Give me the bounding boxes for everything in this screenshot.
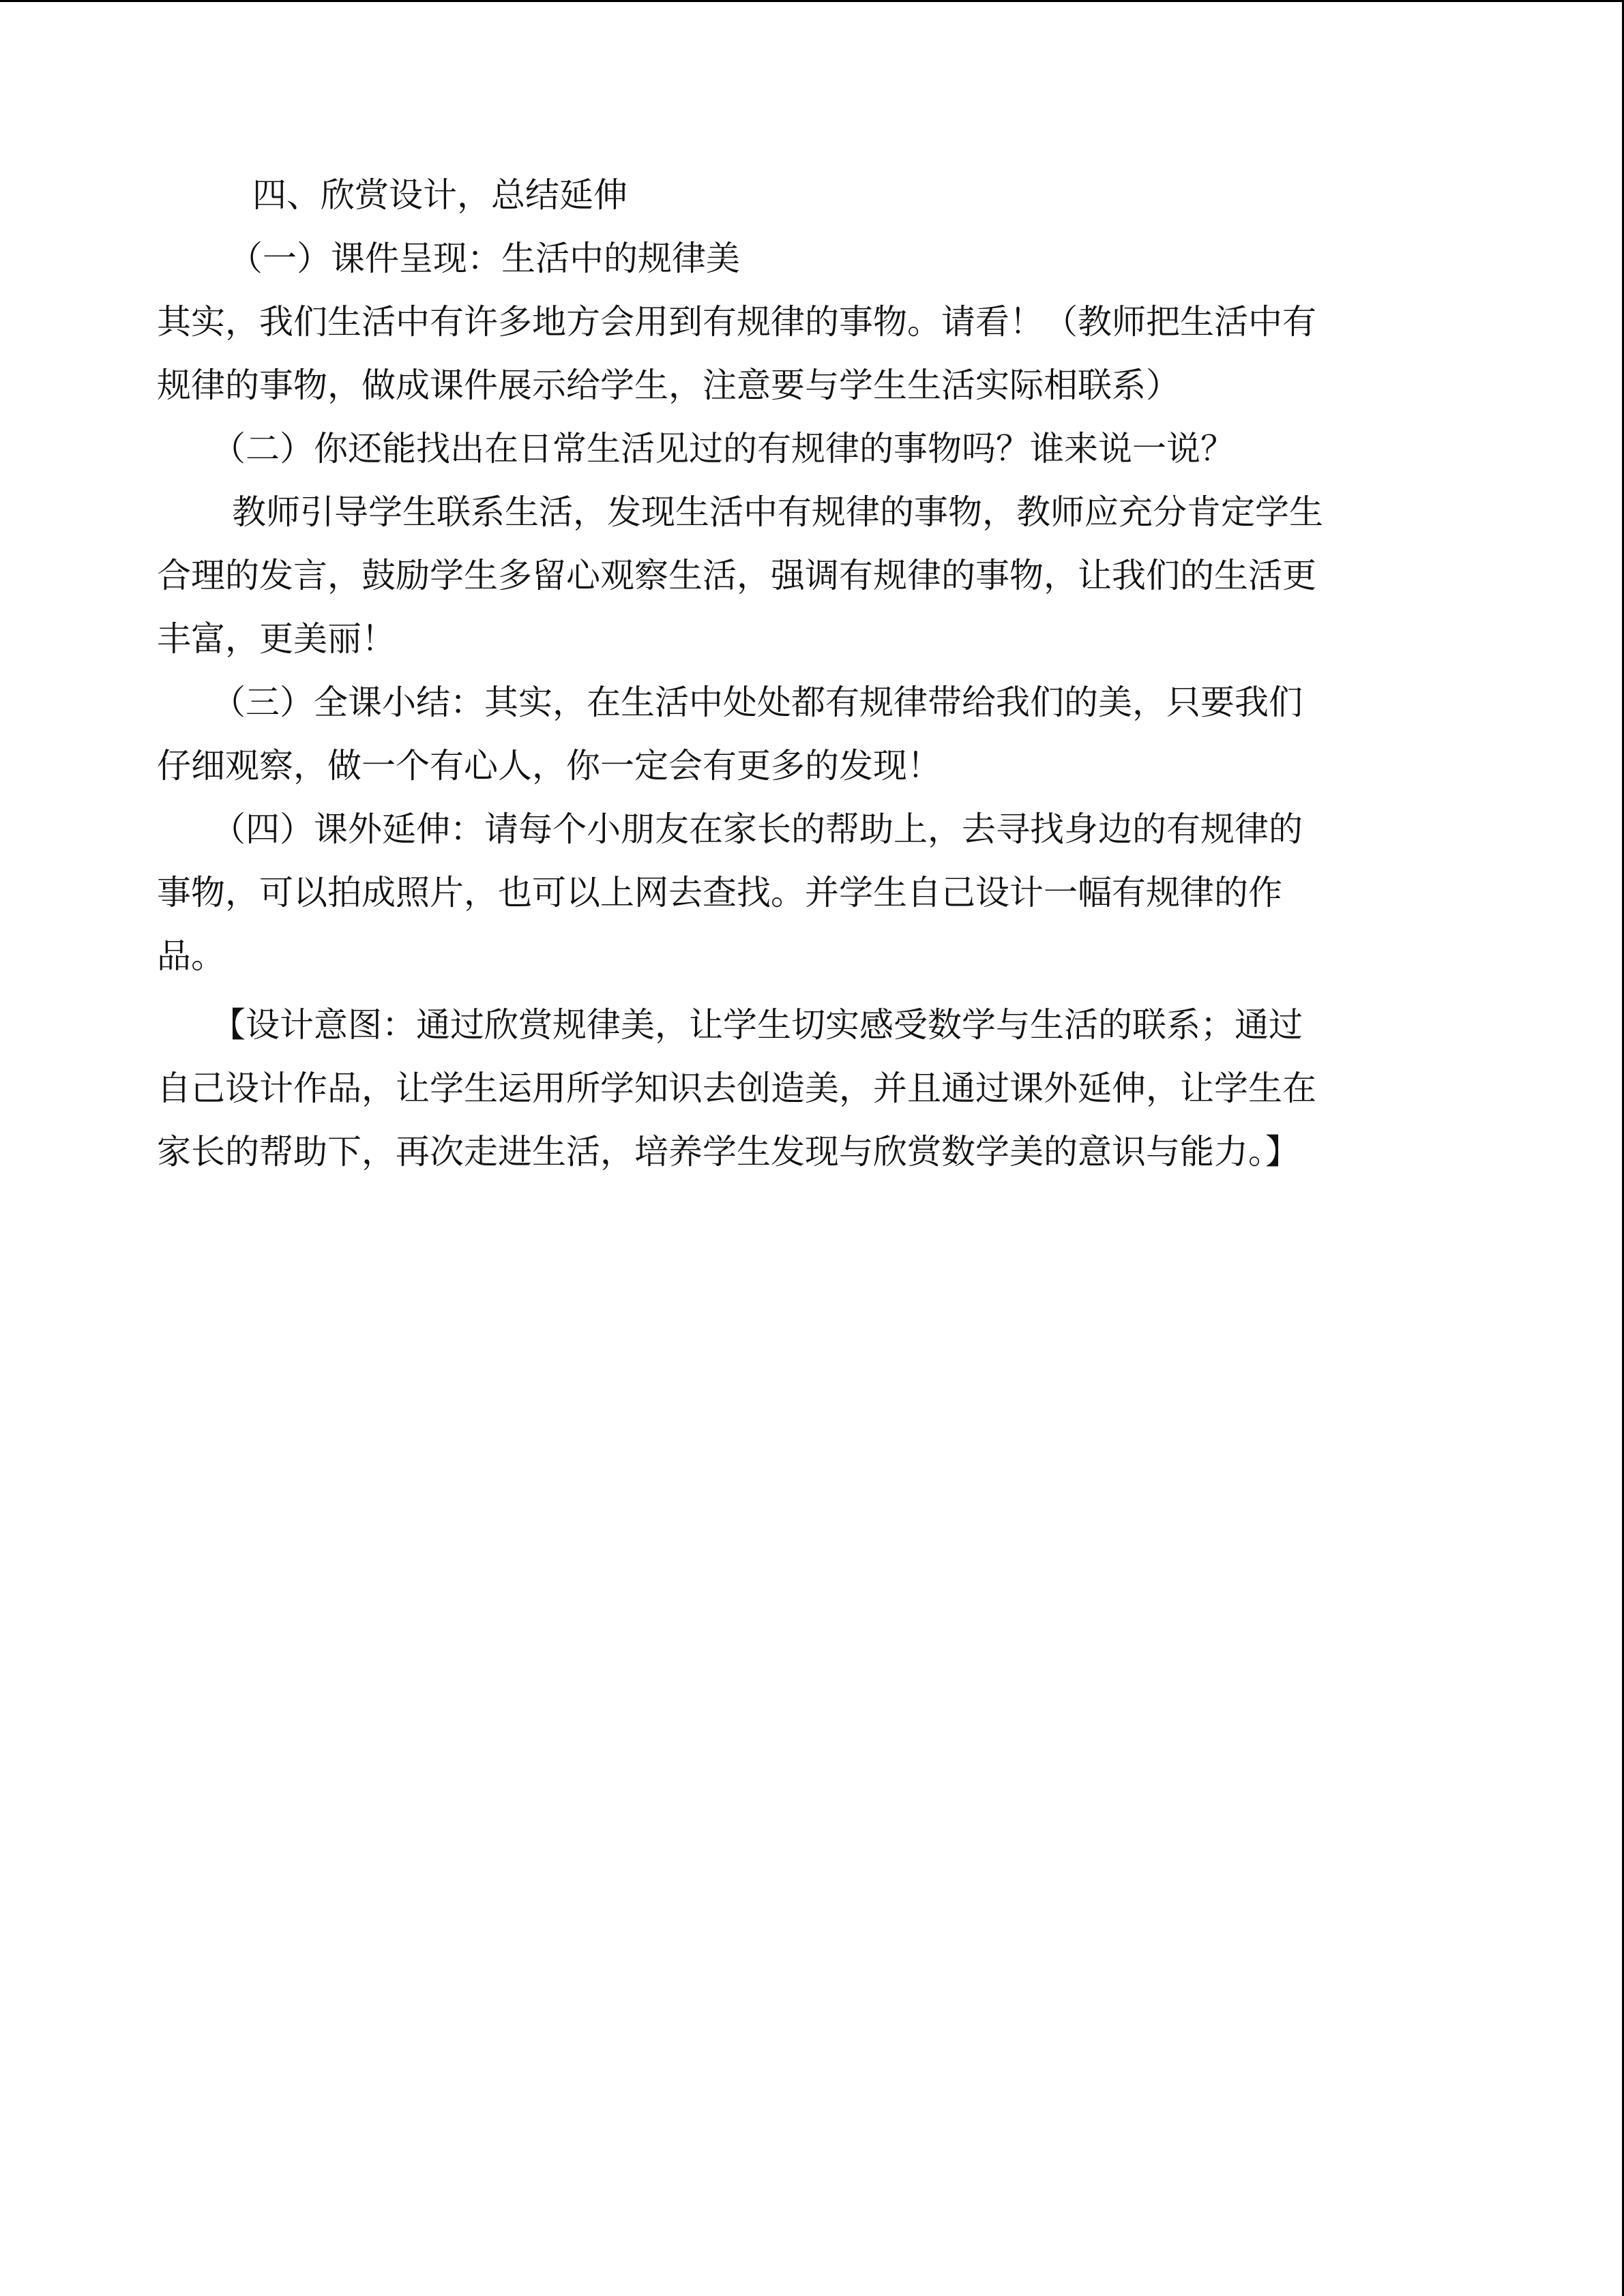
section-heading: 四、欣赏设计，总结延伸: [252, 175, 628, 215]
part1-line-1: 其实，我们生活中有许多地方会用到有规律的事物。请看！（教师把生活中有: [157, 302, 1316, 342]
part3-line-2: 仔细观察，做一个有心人，你一定会有更多的发现！: [157, 746, 941, 786]
part2-heading: （二）你还能找出在日常生活见过的有规律的事物吗？谁来说一说？: [211, 429, 1235, 468]
design-intent-line-3: 家长的帮助下，再次走进生活，培养学生发现与欣赏数学美的意识与能力。】: [157, 1132, 1299, 1172]
part4-line-3: 品。: [157, 936, 225, 976]
design-intent-line-1: 【设计意图：通过欣赏规律美，让学生切实感受数学与生活的联系；通过: [211, 1005, 1303, 1045]
part4-line-1: （四）课外延伸：请每个小朋友在家长的帮助上，去寻找身边的有规律的: [211, 809, 1303, 849]
part2-line-1: 教师引导学生联系生活，发现生活中有规律的事物，教师应充分肯定学生: [232, 492, 1323, 532]
part2-line-2: 合理的发言，鼓励学生多留心观察生活，强调有规律的事物，让我们的生活更: [157, 556, 1316, 595]
top-border-line: [0, 0, 1624, 2]
document-body: [157, 164, 1460, 1184]
part3-line-1: （三）全课小结：其实，在生活中处处都有规律带给我们的美，只要我们: [211, 683, 1303, 722]
part1-heading: （一）课件呈现：生活中的规律美: [228, 239, 740, 278]
design-intent-line-2: 自己设计作品，让学生运用所学知识去创造美，并且通过课外延伸，让学生在: [157, 1069, 1316, 1108]
part4-line-2: 事物，可以拍成照片，也可以上网去查找。并学生自己设计一幅有规律的作: [157, 873, 1282, 912]
part2-line-3: 丰富，更美丽！: [157, 619, 396, 659]
part1-line-2: 规律的事物，做成课件展示给学生，注意要与学生生活实际相联系）: [157, 366, 1180, 405]
